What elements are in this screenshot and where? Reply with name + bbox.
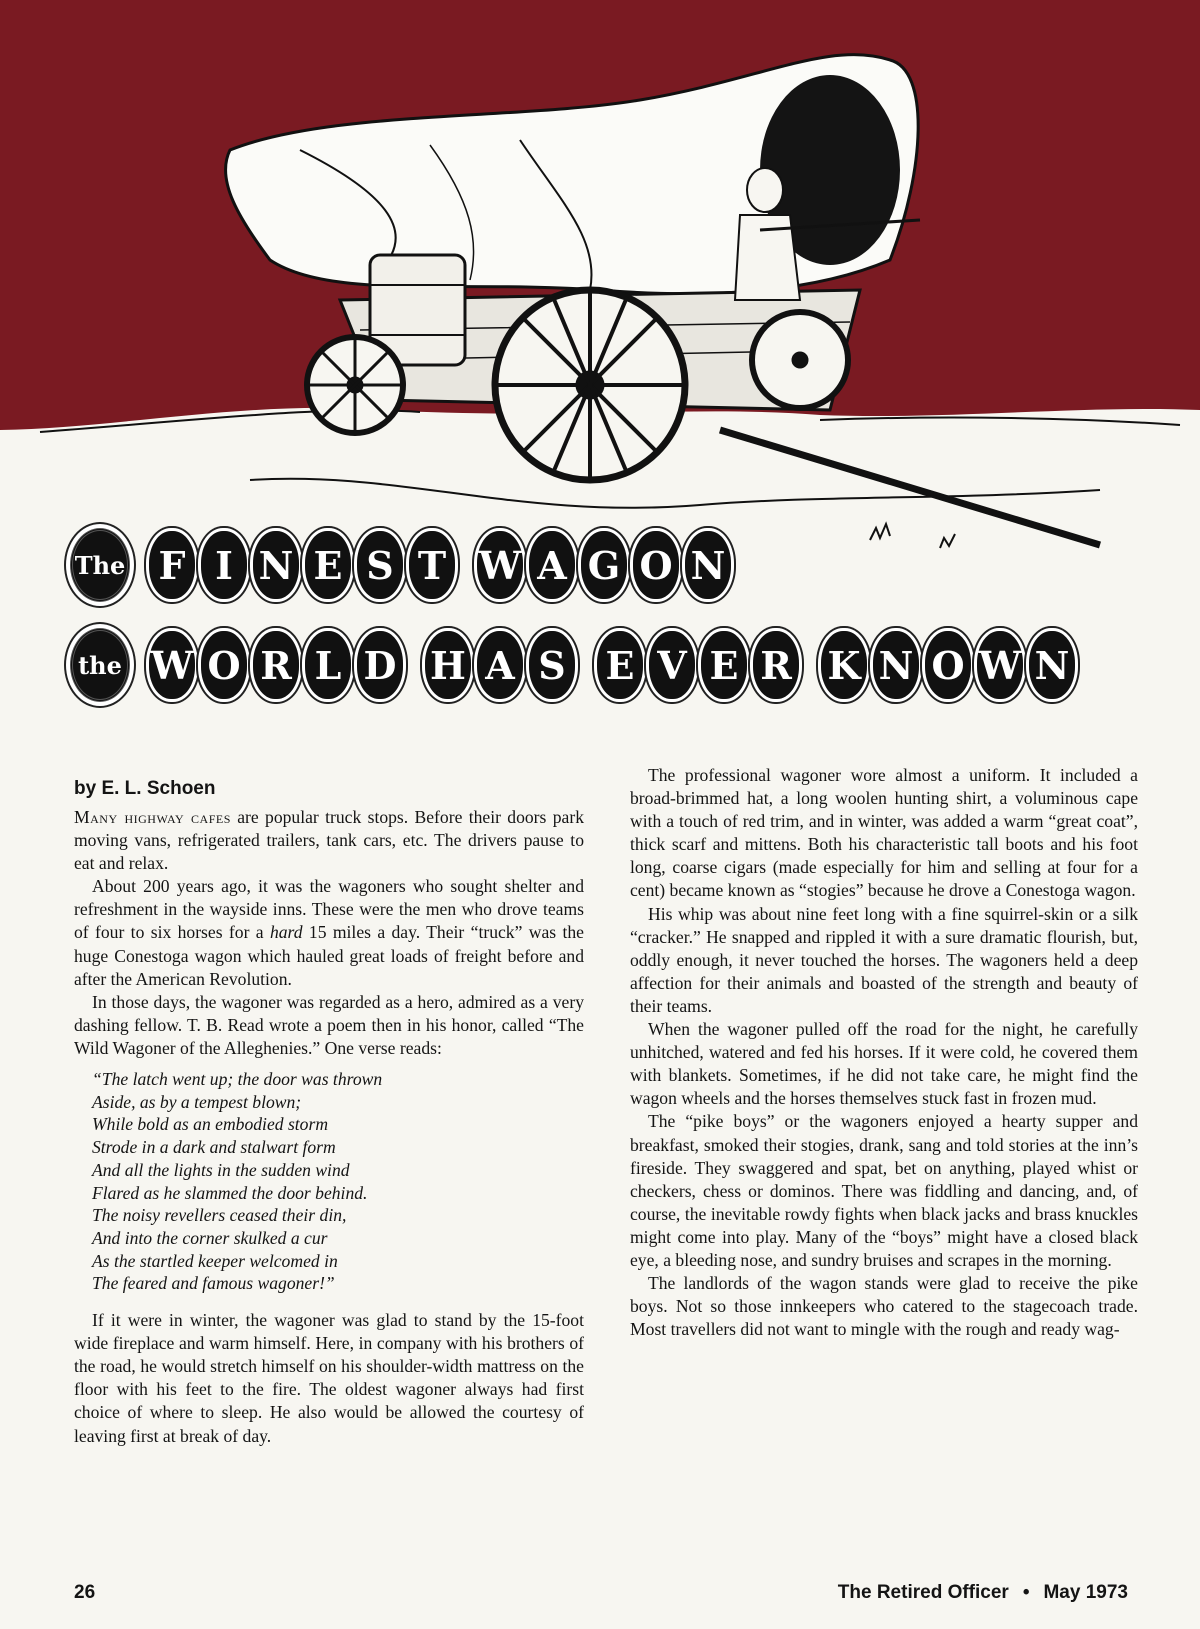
title-letter-tile: S — [357, 531, 403, 599]
title-letter-tile: A — [529, 531, 575, 599]
title-word-wagon — [474, 531, 734, 599]
paragraph-whip: His whip was about nine feet long with a fine squirrel-skin or a silk “cracker.” He snapped and rippled it with a sure dramatic flourish, but, oddly enough, it never touched the horses. The wagoners held a deep affection for their animals and boasted of the strength and beauty of their teams. — [630, 903, 1138, 1016]
title-letter-tile: E — [701, 631, 747, 699]
right-column — [630, 764, 1138, 1341]
poem-line: And all the lights in the sudden wind — [92, 1159, 350, 1180]
title-letter-tile: W — [477, 531, 523, 599]
conestoga-wagon-illustration — [0, 0, 1200, 560]
title-letter-tile: N — [685, 531, 731, 599]
title-letter-tile: O — [633, 531, 679, 599]
title-word-ever — [594, 631, 802, 699]
title-letter-tile: E — [597, 631, 643, 699]
publication-name: The Retired Officer — [837, 1582, 1009, 1603]
paragraph-3: In those days, the wagoner was regarded as a hero, admired as a very dashing fellow. T. B. Read wrote a poem then in his honor, called “The Wild Wagoner of the Alleghenies.” One verse reads: — [74, 991, 584, 1058]
title-letter-tile: N — [873, 631, 919, 699]
paragraph-2 — [74, 875, 584, 990]
title-letter-tile: W — [149, 631, 195, 699]
poem-line: Aside, as by a tempest blown; — [92, 1091, 302, 1112]
title-letter-tile: A — [477, 631, 523, 699]
poem-line: Flared as he slammed the door behind. — [92, 1182, 368, 1203]
title-word-finest — [146, 531, 458, 599]
paragraph-uniform: The professional wagoner wore almost a uniform. It included a broad-brimmed hat, a long woolen hunting shirt, a voluminous cape with a touch of red trim, and in winter, was added a warm “great coat”, thick scarf and mittens. Both his characteristic tall boots and his foot long, coarse cigars (made especially for him and selling at four for a cent) became known as “stogies” because he drove a Conestoga wagon. — [630, 765, 1138, 901]
title-letter-tile: L — [305, 631, 351, 699]
title-letter-tile: V — [649, 631, 695, 699]
title-letter-tile: D — [357, 631, 403, 699]
p2-italic: hard — [269, 922, 303, 943]
title-word-world — [146, 631, 406, 699]
title-letter-tile: N — [253, 531, 299, 599]
paragraph-4: If it were in winter, the wagoner was glad to stand by the 15-foot wide fireplace and warm himself. Here, in company with his brothers of the road, he would stretch himself on his shoulder-width mattress on the floor with his feet to the fire. The oldest wagoner always had first choice of where to sleep. He also would be allowed the courtesy of leaving first at break of day. — [74, 1310, 584, 1446]
paragraph-night: When the wagoner pulled off the road for the night, he carefully unhitched, watered and fed his horses. If it were cold, he covered them with blankets. Sometimes, if he did not take care, he might find the wagon wheels and the horses themselves stuck fast in frozen mud. — [630, 1019, 1138, 1109]
title-letter-tile: T — [409, 531, 455, 599]
page-footer — [74, 1582, 1128, 1604]
title-letter-tile: E — [305, 531, 351, 599]
title-article-the-lower: the — [70, 628, 130, 702]
poem-line: While bold as an embodied storm — [92, 1114, 329, 1135]
title-article-the: The — [70, 528, 130, 602]
hero-illustration — [0, 0, 1200, 560]
issue-date: May 1973 — [1043, 1582, 1128, 1603]
intro-lead: Many highway cafes — [74, 807, 231, 827]
title-word-known — [818, 631, 1078, 699]
poem-line: As the startled keeper welcomed in — [92, 1250, 338, 1271]
publication-info — [838, 1582, 1128, 1604]
bullet-separator: • — [1022, 1582, 1030, 1603]
poem-line: And into the corner skulked a cur — [92, 1227, 328, 1248]
title-letter-tile: I — [201, 531, 247, 599]
paragraph-intro — [74, 806, 584, 875]
title-letter-tile: F — [149, 531, 195, 599]
title-letter-tile: K — [821, 631, 867, 699]
left-column — [74, 806, 584, 1448]
title-letter-tile: N — [1029, 631, 1075, 699]
title-letter-tile: G — [581, 531, 627, 599]
title-letter-tile: W — [977, 631, 1023, 699]
p2-text-b: 15 miles a day. Their “truck” was the huge Conestoga wagon which hauled great loads of freight before and after the American Revolution. — [74, 922, 584, 989]
title-line-1 — [70, 528, 734, 602]
poem-verse — [92, 1068, 584, 1295]
title-letter-tile: R — [753, 631, 799, 699]
paragraph-pike-boys: The “pike boys” or the wagoners enjoyed a hearty supper and breakfast, smoked their stogies, drank, sang and told stories at the inn’s fireside. They swaggered and spat, bet on anything, played whist or checkers, chess or dominos. There was fiddling and dancing, and, of course, the inevitable rowdy fights when black jacks and brass knuckles might come into play. Many of the “boys” might have a closed black eye, a bleeding nose, and sundry bruises and scrapes in the morning. — [630, 1111, 1138, 1270]
title-letter-tile: H — [425, 631, 471, 699]
title-line-2 — [70, 628, 1078, 702]
poem-line: Strode in a dark and stalwart form — [92, 1137, 336, 1158]
page-number: 26 — [74, 1582, 96, 1603]
title-letter-tile: R — [253, 631, 299, 699]
intro-rest: are popular truck stops. Before their doors park moving vans, refrigerated trailers, tank cars, etc. The drivers pause to eat and relax. — [74, 807, 584, 874]
title-letter-tile: O — [201, 631, 247, 699]
title-word-has — [422, 631, 578, 699]
poem-line: “The latch went up; the door was thrown — [92, 1069, 383, 1090]
title-letter-tile: S — [529, 631, 575, 699]
p2-text-a: About 200 years ago, it was the wagoners who sought shelter and refreshment in the wayside inns. These were the men who drove teams of four to six horses for a — [74, 876, 584, 943]
poem-line: The feared and famous wagoner!” — [92, 1273, 335, 1294]
byline: by E. L. Schoen — [74, 778, 216, 799]
title-letter-tile: O — [925, 631, 971, 699]
paragraph-landlords: The landlords of the wagon stands were glad to receive the pike boys. Not so those innkeepers who catered to the stagecoach trade. Most travellers did not want to mingle with the rough and ready wag- — [630, 1273, 1138, 1340]
poem-line: The noisy revellers ceased their din, — [92, 1205, 347, 1226]
